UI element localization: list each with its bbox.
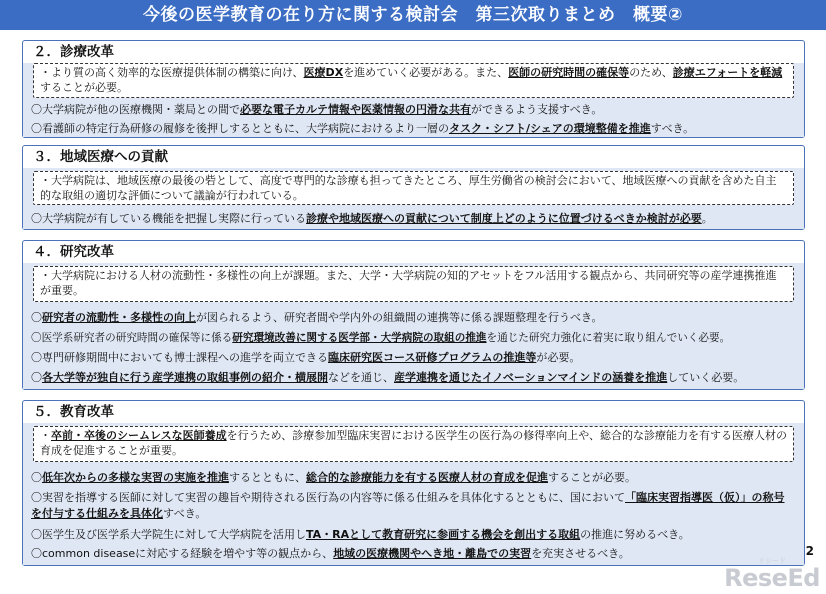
summary-text: ・より質の高く効率的な医療提供体制の構築に向け、 <box>40 66 304 79</box>
section-summary <box>33 63 794 98</box>
summary-text: を行うため、診療参加型臨床実習における医学生の医行為の修得率向上や、総合的な診療能力を有する医療人材の育成を促進することが重要。 <box>40 429 788 457</box>
bullet-emphasis: 臨床研究医コース研修プログラムの推進等 <box>328 351 537 364</box>
bullet-text: していく必要。 <box>667 371 745 384</box>
bullet-item <box>31 122 794 136</box>
section-regional-medicine <box>22 145 805 230</box>
section-title: ４．研究改革 <box>33 244 114 260</box>
bullet-text: 〇 <box>31 471 42 484</box>
summary-emphasis: 医師の研究時間の確保等 <box>508 66 630 79</box>
section-summary <box>33 266 794 302</box>
summary-emphasis: 卒前・卒後のシームレスな医師養成 <box>51 429 227 442</box>
page-number: 2 <box>805 544 814 558</box>
bullet-emphasis: 必要な電子カルテ情報や医薬情報の円滑な共有 <box>240 103 471 116</box>
bullet-emphasis: 総合的な診療能力を有する医療人材の育成を促進 <box>306 471 548 484</box>
bullet-item <box>31 331 794 345</box>
summary-text: ・大学病院は、地域医療の最後の砦として、高度で専門的な診療も担ってきたところ、厚生労働省の検討会において、地域医療への貢献を含めた自主的な取組の適切な評価について議論が行われている。 <box>40 174 777 202</box>
summary-emphasis: 医療DX <box>303 66 344 79</box>
bullet-text: 〇common diseaseに対応する経験を増やす等の観点から、 <box>31 547 334 560</box>
bullet-text: を充実させるべき。 <box>531 547 630 560</box>
bullet-text: が必要。 <box>536 351 581 364</box>
bullet-emphasis: 地域の医療機関やへき地・離島での実習 <box>333 547 532 560</box>
summary-text: ・大学病院における人材の流動性・多様性の向上が課題。また、大学・大学病院の知的アセットをフル活用する観点から、共同研究等の産学連携推進が重要。 <box>40 269 777 297</box>
bullet-text: すべき。 <box>163 507 207 520</box>
summary-text: のため、 <box>629 66 673 79</box>
bullet-text: 〇 <box>31 311 42 324</box>
bullet-item <box>31 311 794 325</box>
bullet-item <box>31 371 794 385</box>
bullet-text: することが必要。 <box>548 471 636 484</box>
bullet-text: すべき。 <box>650 122 695 135</box>
summary-emphasis: 診療エフォートを軽減 <box>672 66 783 79</box>
bullet-item <box>31 528 794 542</box>
bullet-emphasis: 研究者の流動性・多様性の向上 <box>42 311 196 324</box>
section-body <box>33 168 794 226</box>
bullet-item <box>31 471 794 485</box>
bullet-text: 〇実習を指導する医師に対して実習の趣旨や期待される医行為の内容等に係る仕組みを具体化するとともに、国において <box>31 491 625 504</box>
bullet-text: ができるよう支援すべき。 <box>471 103 603 116</box>
bullet-text: 〇大学病院が他の医療機関・薬局との間で <box>31 103 240 116</box>
bullet-text: 〇医学生及び医学系大学院生に対して大学病院を活用し <box>31 528 306 541</box>
bullet-item <box>31 490 794 522</box>
bullet-emphasis: 産学連携を通じたイノベーションマインドの涵養を推進 <box>394 371 668 384</box>
page-title-banner <box>0 0 826 30</box>
bullet-text: の推進に努めるべき。 <box>580 528 690 541</box>
bullet-emphasis: 診療や地域医療への貢献について制度上どのように位置づけるべきか検討が必要 <box>306 212 702 225</box>
bullet-emphasis: 低年次からの多様な実習の実施を推進 <box>42 471 229 484</box>
page-title: 今後の医学教育の在り方に関する検討会 第三次取りまとめ 概要② <box>143 5 683 25</box>
summary-text: を進めていく必要がある。また、 <box>343 66 509 79</box>
section-clinical-reform <box>22 40 805 138</box>
section-education-reform <box>22 400 805 566</box>
section-research-reform <box>22 240 805 390</box>
bullet-emphasis: 各大学等が独自に行う産学連携の取組事例の紹介・横展開 <box>42 371 328 384</box>
bullet-emphasis: TA・RAとして教育研究に参画する機会を創出する取組 <box>306 528 581 541</box>
section-body <box>33 63 794 134</box>
bullet-text: するとともに、 <box>229 471 306 484</box>
bullet-text: 〇看護師の特定行為研修の履修を後押しするとともに、大学病院におけるより一層の <box>31 122 449 135</box>
bullet-text: 〇専門研修期間中においても博士課程への進学を両立できる <box>31 351 328 364</box>
bullet-item <box>31 212 794 226</box>
logo-subtext: リシード <box>758 557 786 565</box>
section-title: ５．教育改革 <box>33 404 114 420</box>
bullet-text: 〇 <box>31 371 42 384</box>
section-body <box>33 423 794 562</box>
bullet-emphasis: タスク・シフト/シェアの環境整備を推進 <box>449 122 651 135</box>
bullet-emphasis: 研究環境改善に関する医学部・大学病院の取組の推進 <box>232 332 487 344</box>
bullet-emphasis: 「臨床実習指導医（仮）」の称号を付与する仕組みを具体化 <box>31 491 785 520</box>
section-body <box>33 263 794 386</box>
section-title: ３．地域医療への貢献 <box>33 149 168 165</box>
bullet-item <box>31 351 794 365</box>
resed-logo: ReseEd <box>724 564 820 592</box>
section-title: ２．診療改革 <box>33 44 114 60</box>
summary-text: ・ <box>40 429 51 442</box>
bullet-text: 〇大学病院が有している機能を把握し実際に行っている <box>31 212 306 225</box>
summary-text: することが必要。 <box>40 80 128 94</box>
section-summary <box>33 171 794 205</box>
bullet-item <box>31 103 794 117</box>
bullet-text: 〇医学系研究者の研究時間の確保等に係る <box>31 332 233 344</box>
bullet-text: 。 <box>701 212 713 225</box>
bullet-text: が図られるよう、研究者間や学内外の組織間の連携等に係る課題整理を行うべき。 <box>196 311 603 324</box>
bullet-text: などを通じ、 <box>328 371 394 384</box>
section-summary <box>33 426 794 462</box>
bullet-text: を通じた研究力強化に着実に取り組んでいく必要。 <box>486 332 731 344</box>
bullet-item <box>31 547 794 561</box>
